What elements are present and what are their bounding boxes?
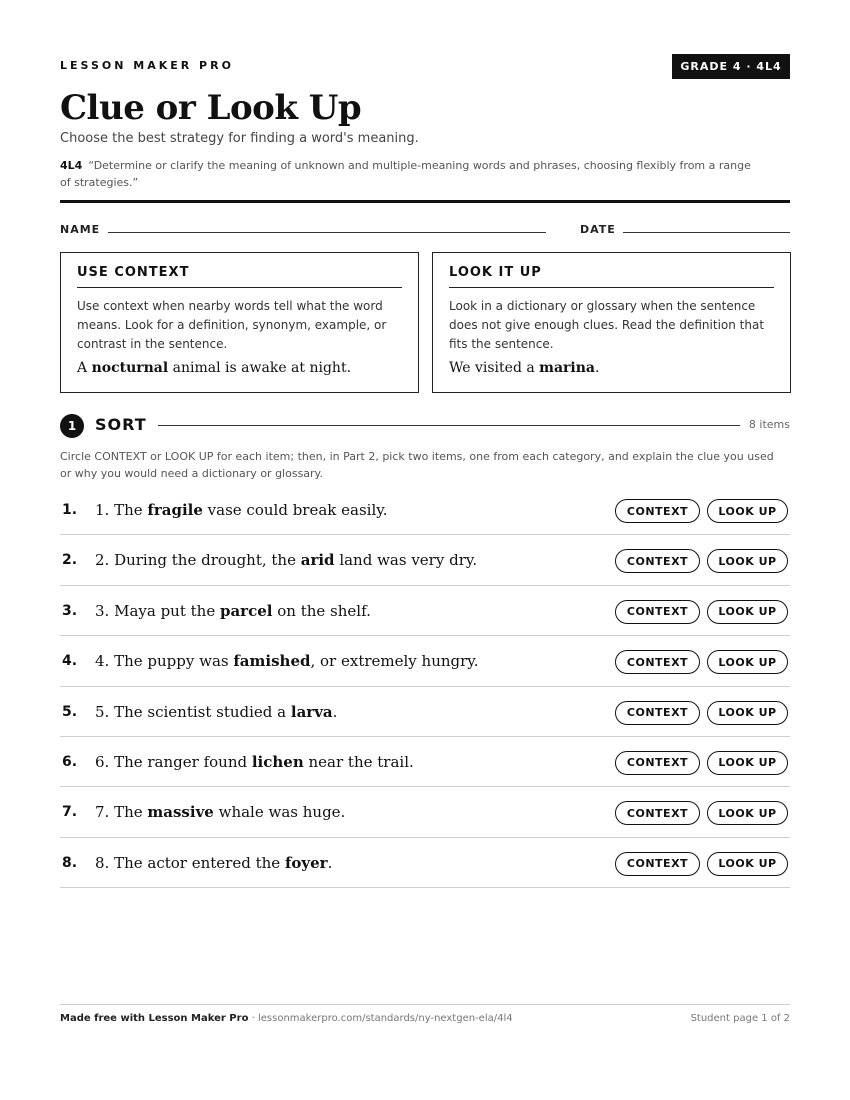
item-sentence bbox=[95, 551, 477, 569]
context-button[interactable]: CONTEXT bbox=[615, 801, 700, 825]
look-it-up-box bbox=[432, 252, 791, 393]
name-label: NAME bbox=[60, 223, 101, 236]
header-divider bbox=[60, 200, 790, 203]
example-after: animal is awake at night. bbox=[168, 360, 352, 376]
item-sentence bbox=[95, 753, 414, 771]
item-list bbox=[60, 485, 790, 888]
item-number: 8. bbox=[62, 854, 78, 871]
look-it-up-title: LOOK IT UP bbox=[449, 265, 774, 288]
section-title: SORT bbox=[95, 415, 147, 434]
worksheet-page bbox=[60, 0, 790, 1100]
sentence-before: 1. The bbox=[95, 501, 148, 519]
list-item bbox=[60, 787, 790, 837]
example-word: nocturnal bbox=[91, 360, 169, 376]
date-label: DATE bbox=[580, 223, 616, 236]
use-context-example bbox=[77, 360, 402, 376]
example-before: We visited a bbox=[449, 360, 540, 376]
look-up-button[interactable]: LOOK UP bbox=[707, 701, 788, 725]
item-sentence bbox=[95, 501, 388, 519]
use-context-text: Use context when nearby words tell what the word means. Look for a definition, synonym, example, or contrast in the sentence. bbox=[77, 299, 387, 351]
sentence-before: 6. The ranger found bbox=[95, 752, 252, 771]
item-number: 7. bbox=[62, 804, 78, 821]
sentence-after: whale was huge. bbox=[213, 803, 346, 822]
item-sentence bbox=[95, 854, 332, 872]
list-item bbox=[60, 687, 790, 737]
item-number: 5. bbox=[62, 703, 78, 720]
list-item bbox=[60, 535, 790, 585]
context-button[interactable]: CONTEXT bbox=[615, 600, 700, 624]
look-it-up-example bbox=[449, 360, 774, 376]
look-up-button[interactable]: LOOK UP bbox=[707, 751, 788, 775]
item-number: 4. bbox=[62, 653, 78, 670]
sentence-after: . bbox=[327, 853, 333, 872]
footer-divider bbox=[60, 1004, 790, 1005]
sentence-after: vase could break easily. bbox=[202, 501, 388, 519]
look-up-button[interactable]: LOOK UP bbox=[707, 600, 788, 624]
context-button[interactable]: CONTEXT bbox=[615, 499, 700, 523]
list-item bbox=[60, 838, 790, 888]
standard-code: 4L4 bbox=[60, 159, 83, 172]
section-instructions: Circle CONTEXT or LOOK UP for each item; then, in Part 2, pick two items, one from each category, and explain the clue you used or why you would need a dictionary or glossary. bbox=[60, 450, 774, 480]
target-word: parcel bbox=[219, 601, 273, 620]
standard-statement bbox=[60, 157, 760, 191]
target-word: massive bbox=[147, 803, 214, 822]
sentence-after: . bbox=[332, 702, 338, 721]
look-up-button[interactable]: LOOK UP bbox=[707, 852, 788, 876]
item-sentence bbox=[95, 652, 479, 670]
target-word: fragile bbox=[147, 501, 203, 519]
use-context-box bbox=[60, 252, 419, 393]
grade-badge: GRADE 4 · 4L4 bbox=[672, 54, 790, 79]
look-it-up-text: Look in a dictionary or glossary when the sentence does not give enough clues. Read the definition that fits the sentence. bbox=[449, 299, 765, 351]
context-button[interactable]: CONTEXT bbox=[615, 751, 700, 775]
sentence-before: 8. The actor entered the bbox=[95, 853, 285, 872]
target-word: arid bbox=[300, 551, 335, 570]
item-number: 6. bbox=[62, 753, 78, 770]
look-up-button[interactable]: LOOK UP bbox=[707, 549, 788, 573]
item-sentence bbox=[95, 803, 345, 821]
target-word: lichen bbox=[251, 752, 304, 771]
context-button[interactable]: CONTEXT bbox=[615, 549, 700, 573]
context-button[interactable]: CONTEXT bbox=[615, 852, 700, 876]
footer-separator: · bbox=[248, 1013, 258, 1024]
sentence-after: land was very dry. bbox=[334, 551, 478, 570]
brand-name: LESSON MAKER PRO bbox=[60, 59, 234, 72]
section-rule bbox=[158, 425, 740, 426]
page-subtitle: Choose the best strategy for finding a word's meaning. bbox=[60, 131, 419, 146]
list-item bbox=[60, 485, 790, 535]
sentence-before: 2. During the drought, the bbox=[95, 551, 301, 570]
target-word: foyer bbox=[284, 853, 328, 872]
sentence-after: , or extremely hungry. bbox=[310, 652, 479, 671]
name-field[interactable] bbox=[108, 232, 546, 233]
sentence-after: on the shelf. bbox=[272, 601, 371, 620]
date-field[interactable] bbox=[623, 232, 790, 233]
sentence-before: 4. The puppy was bbox=[95, 652, 234, 671]
item-sentence bbox=[95, 703, 337, 721]
list-item bbox=[60, 737, 790, 787]
target-word: famished bbox=[233, 652, 311, 671]
section-item-count: 8 items bbox=[748, 418, 790, 431]
look-up-button[interactable]: LOOK UP bbox=[707, 499, 788, 523]
list-item bbox=[60, 636, 790, 686]
example-word: marina bbox=[539, 360, 595, 376]
sentence-after: near the trail. bbox=[303, 752, 414, 771]
context-button[interactable]: CONTEXT bbox=[615, 701, 700, 725]
example-after: . bbox=[595, 360, 600, 376]
item-number: 1. bbox=[62, 502, 78, 518]
use-context-title: USE CONTEXT bbox=[77, 265, 402, 288]
footer-page-number: Student page 1 of 2 bbox=[690, 1013, 790, 1024]
section-number-badge: 1 bbox=[60, 414, 84, 438]
footer-made-with: Made free with Lesson Maker Pro bbox=[60, 1013, 249, 1024]
footer-credit bbox=[60, 1013, 513, 1024]
look-up-button[interactable]: LOOK UP bbox=[707, 801, 788, 825]
example-before: A bbox=[77, 360, 92, 376]
item-number: 2. bbox=[62, 552, 78, 569]
item-sentence bbox=[95, 602, 371, 620]
target-word: larva bbox=[290, 702, 333, 721]
look-up-button[interactable]: LOOK UP bbox=[707, 650, 788, 674]
item-number: 3. bbox=[62, 602, 78, 619]
page-title: Clue or Look Up bbox=[60, 88, 362, 128]
sentence-before: 3. Maya put the bbox=[95, 601, 220, 620]
sentence-before: 7. The bbox=[95, 803, 148, 822]
context-button[interactable]: CONTEXT bbox=[615, 650, 700, 674]
standard-text: “Determine or clarify the meaning of unknown and multiple-meaning words and phrases, choosing flexibly from a range of strategies.” bbox=[60, 159, 751, 189]
footer-url[interactable]: lessonmakerpro.com/standards/ny-nextgen-ela/4l4 bbox=[257, 1013, 513, 1024]
sentence-before: 5. The scientist studied a bbox=[95, 702, 291, 721]
list-item bbox=[60, 586, 790, 636]
